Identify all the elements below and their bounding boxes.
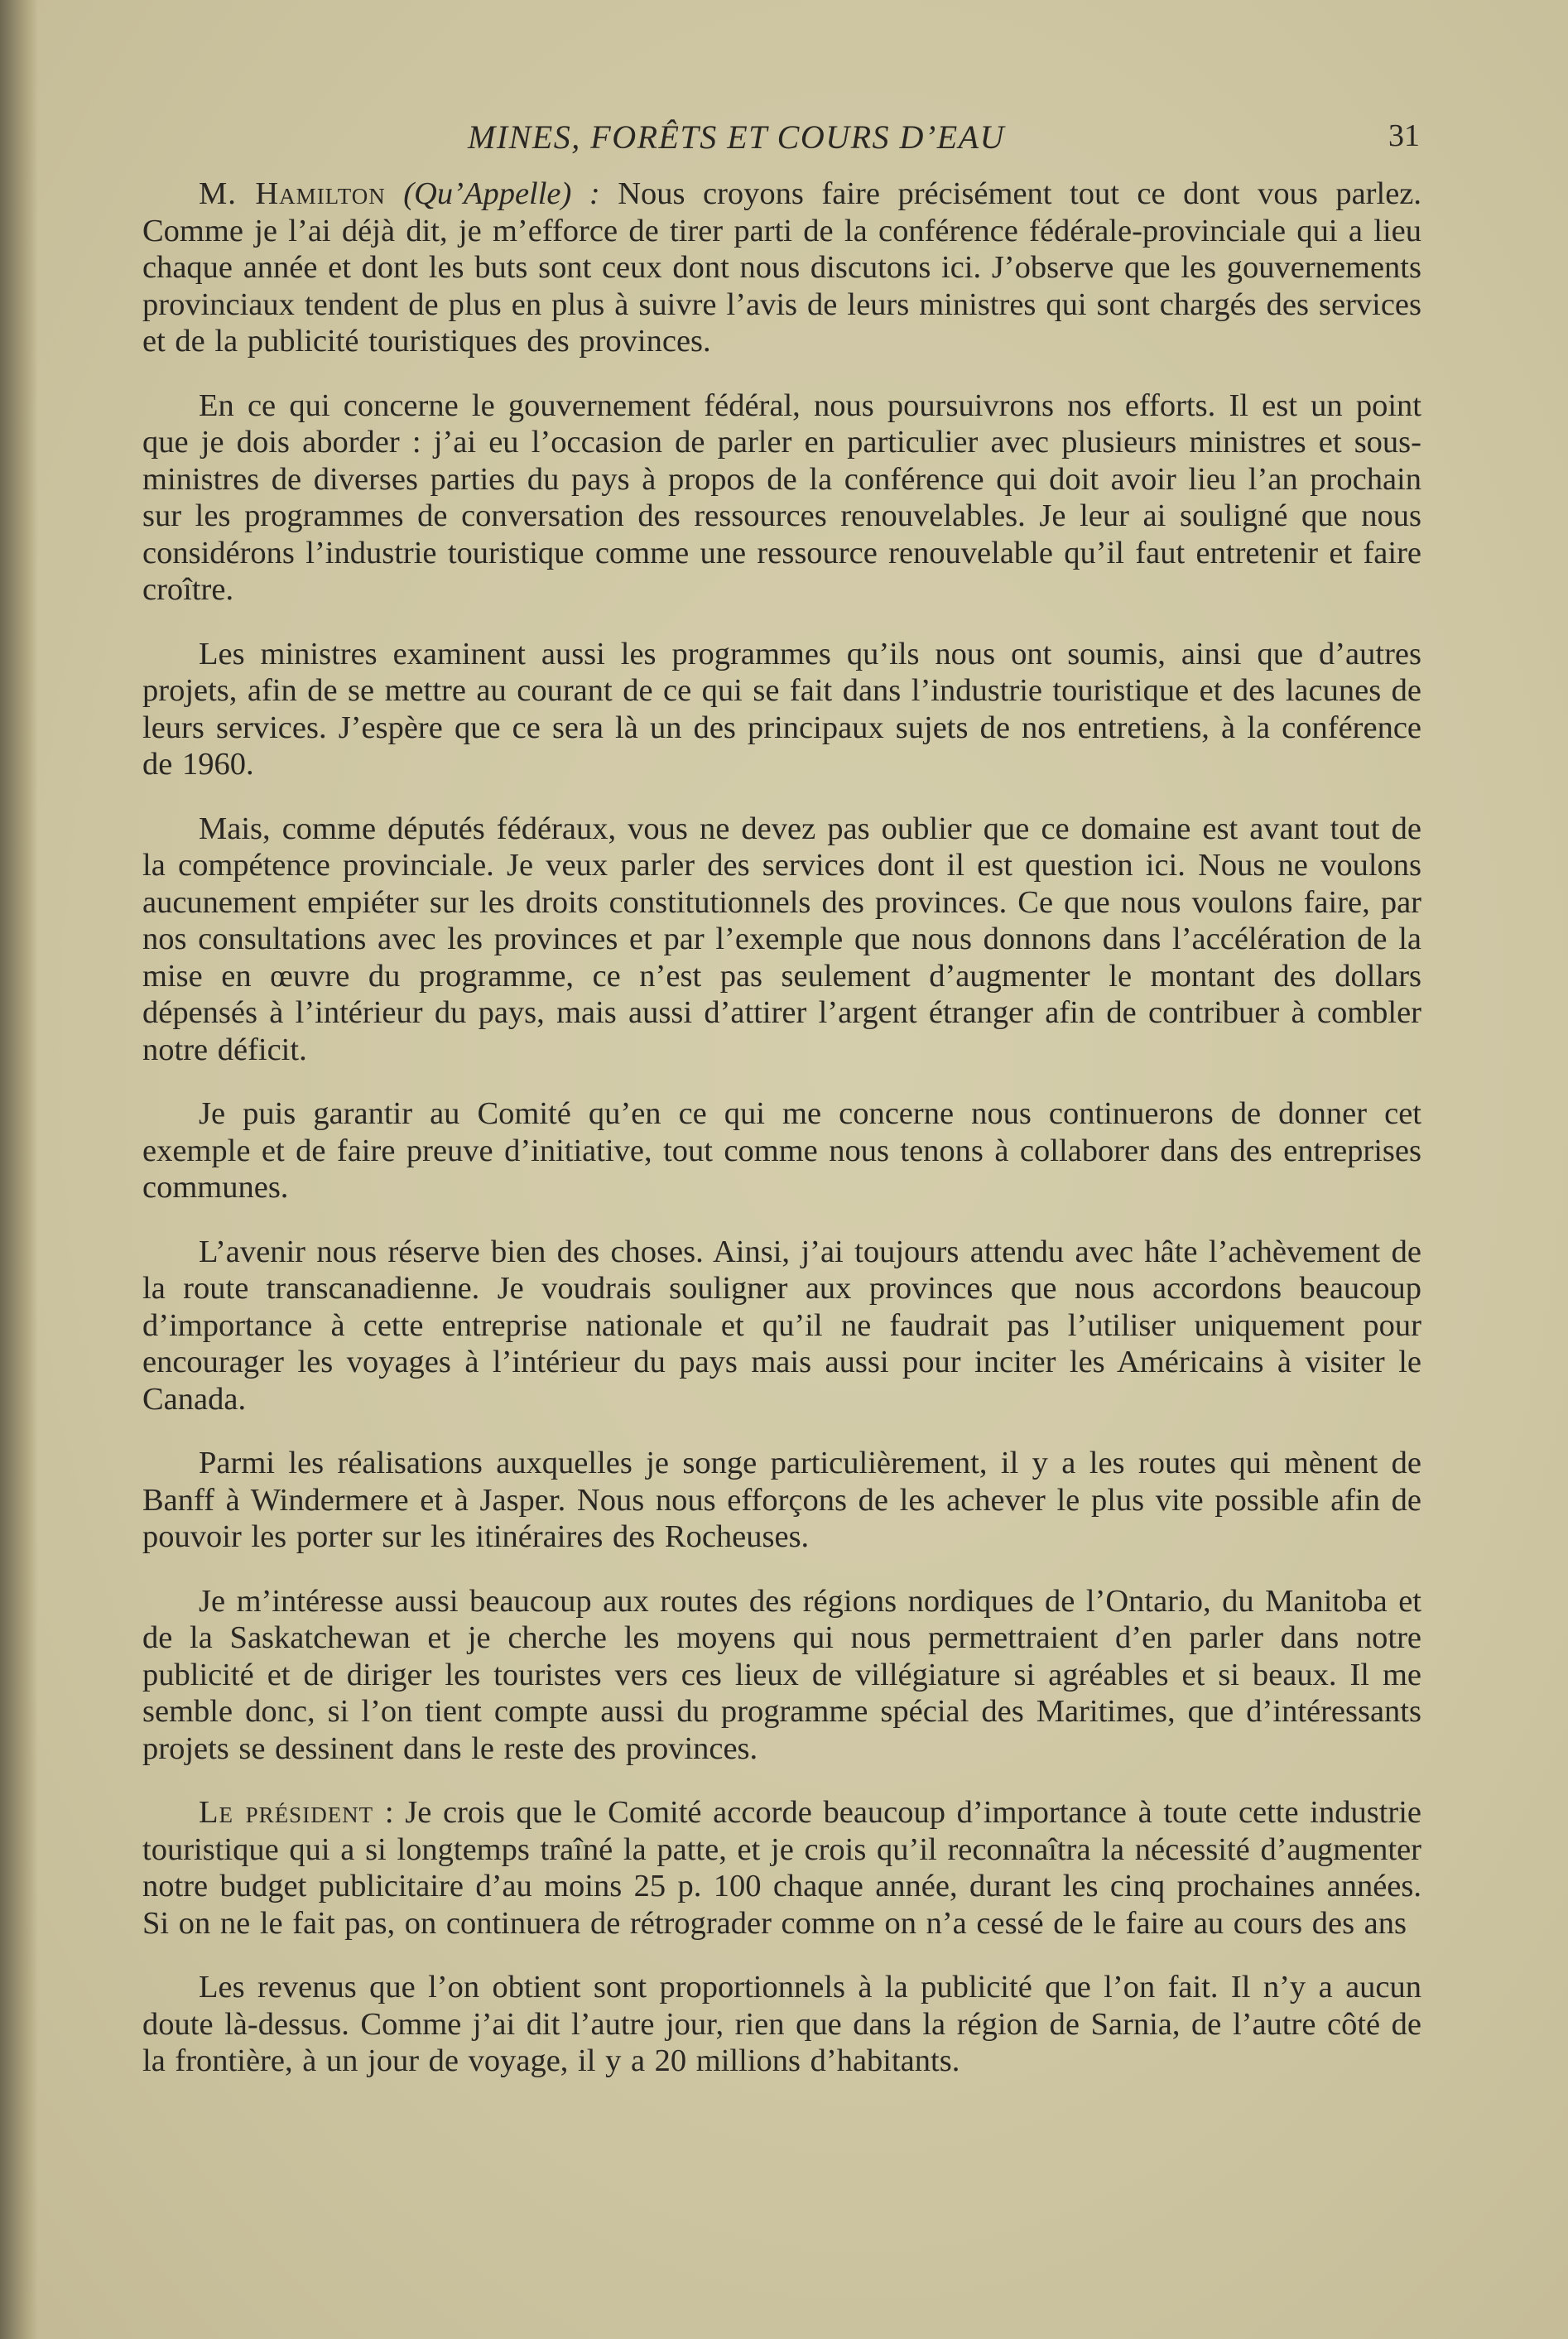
running-title: MINES, FORÊTS ET COURS D’EAU: [468, 118, 1005, 156]
paragraph: Les revenus que l’on obtient sont proportionnels à la publicité que l’on fait. Il n’y a aucun doute là-dessus. Comme j’ai dit l’autre jour, rien que dans la région de Sarnia, de l’autre côté de la frontière, à un jour de voyage, il y a 20 millions d’habitants.: [142, 1970, 1421, 2078]
speaker-name: M. Hamilton: [199, 176, 386, 211]
paragraph: En ce qui concerne le gouvernement fédéral, nous poursuivrons nos efforts. Il est un point que je dois aborder : j’ai eu l’occasion de parler en particulier avec plusieurs ministres et sous-ministres de diverses parties du pays à propos de la conférence qui doit avoir lieu l’an prochain sur les programmes de conversation des ressources renouvelables. Je leur ai souligné que nous considérons l’industrie touristique comme une ressource renouvelable qu’il faut entretenir et faire croître.: [142, 387, 1421, 607]
paragraph: L’avenir nous réserve bien des choses. Ainsi, j’ai toujours attendu avec hâte l’achèvement de la route transcanadienne. Je voudrais souligner aux provinces que nous accordons beaucoup d’importance à cette entreprise nationale et qu’il ne faudrait pas l’utiliser uniquement pour encourager les voyages à l’intérieur du pays mais aussi pour inciter les Américains à visiter le Canada.: [142, 1234, 1421, 1417]
paragraph: Parmi les réalisations auxquelles je songe particulièrement, il y a les routes qui mènent de Banff à Windermere et à Jasper. Nous nous efforçons de les achever le plus vite possible afin de pouvoir les porter sur les itinéraires des Rocheuses.: [142, 1446, 1421, 1554]
paragraph: Les ministres examinent aussi les programmes qu’ils nous ont soumis, ainsi que d’autres projets, afin de se mettre au courant de ce qui se fait dans l’industrie touristique et des lacunes de leurs services. J’espère que ce sera là un des principaux sujets de nos entretiens, à la conférence de 1960.: [142, 636, 1421, 782]
paragraph: Mais, comme députés fédéraux, vous ne devez pas oublier que ce domaine est avant tout de la compétence provinciale. Je veux parler des services dont il est question ici. Nous ne voulons aucunement empiéter sur les droits constitutionnels des provinces. Ce que nous voulons faire, par nos consultations avec les provinces et par l’exemple que nous donnons dans l’accélération de la mise en œuvre du programme, ce n’est pas seulement d’augmenter le montant des dollars dépensés à l’intérieur du pays, mais aussi d’attirer l’argent étranger afin de contribuer à combler notre déficit.: [142, 811, 1421, 1067]
paragraph-hamilton: [142, 176, 1421, 360]
body-text: [142, 176, 1421, 2107]
page-header: [141, 118, 1420, 164]
speaker-riding: (Qu’Appelle) :: [403, 176, 600, 211]
paragraph-text: Je crois que le Comité accorde beaucoup d’importance à toute cette industrie touristique qui a si longtemps traîné la patte, et je crois qu’il reconnaîtra la nécessité d’augmenter notre budget publicitaire d’au moins 25 p. 100 chaque année, durant les cinq prochaines années. Si on ne le fait pas, on continuera de rétrograder comme on n’a cessé de le faire au cours des ans: [142, 1795, 1422, 1941]
paragraph-text: Nous croyons faire précisément tout ce dont vous parlez. Comme je l’ai déjà dit, je m’efforce de tirer parti de la conférence fédérale-provinciale qui a lieu chaque année et dont les buts sont ceux dont nous discutons ici. J’observe que les gouvernements provinciaux tendent de plus en plus à suivre l’avis de leurs ministres qui sont chargés des services et de la publicité touristiques des provinces.: [142, 176, 1421, 359]
speaker-name: Le président: [199, 1795, 374, 1830]
paragraph: Je m’intéresse aussi beaucoup aux routes des régions nordiques de l’Ontario, du Manitoba et de la Saskatchewan et je cherche les moyens qui nous permettraient d’en parler dans notre publicité et de diriger les touristes vers ces lieux de villégiature si agréables et si beaux. Il me semble donc, si l’on tient compte aussi du programme spécial des Maritimes, que d’intéressants projets se dessinent dans le reste des provinces.: [142, 1583, 1421, 1766]
paragraph-president: [142, 1794, 1421, 1942]
paragraph: Je puis garantir au Comité qu’en ce qui me concerne nous continuerons de donner cet exemple et de faire preuve d’initiative, tout comme nous tenons à collaborer dans des entreprises communes.: [142, 1096, 1421, 1205]
book-spine-shadow: [0, 0, 38, 2339]
page-number: 31: [1388, 118, 1420, 153]
speaker-separator: :: [384, 1795, 394, 1830]
